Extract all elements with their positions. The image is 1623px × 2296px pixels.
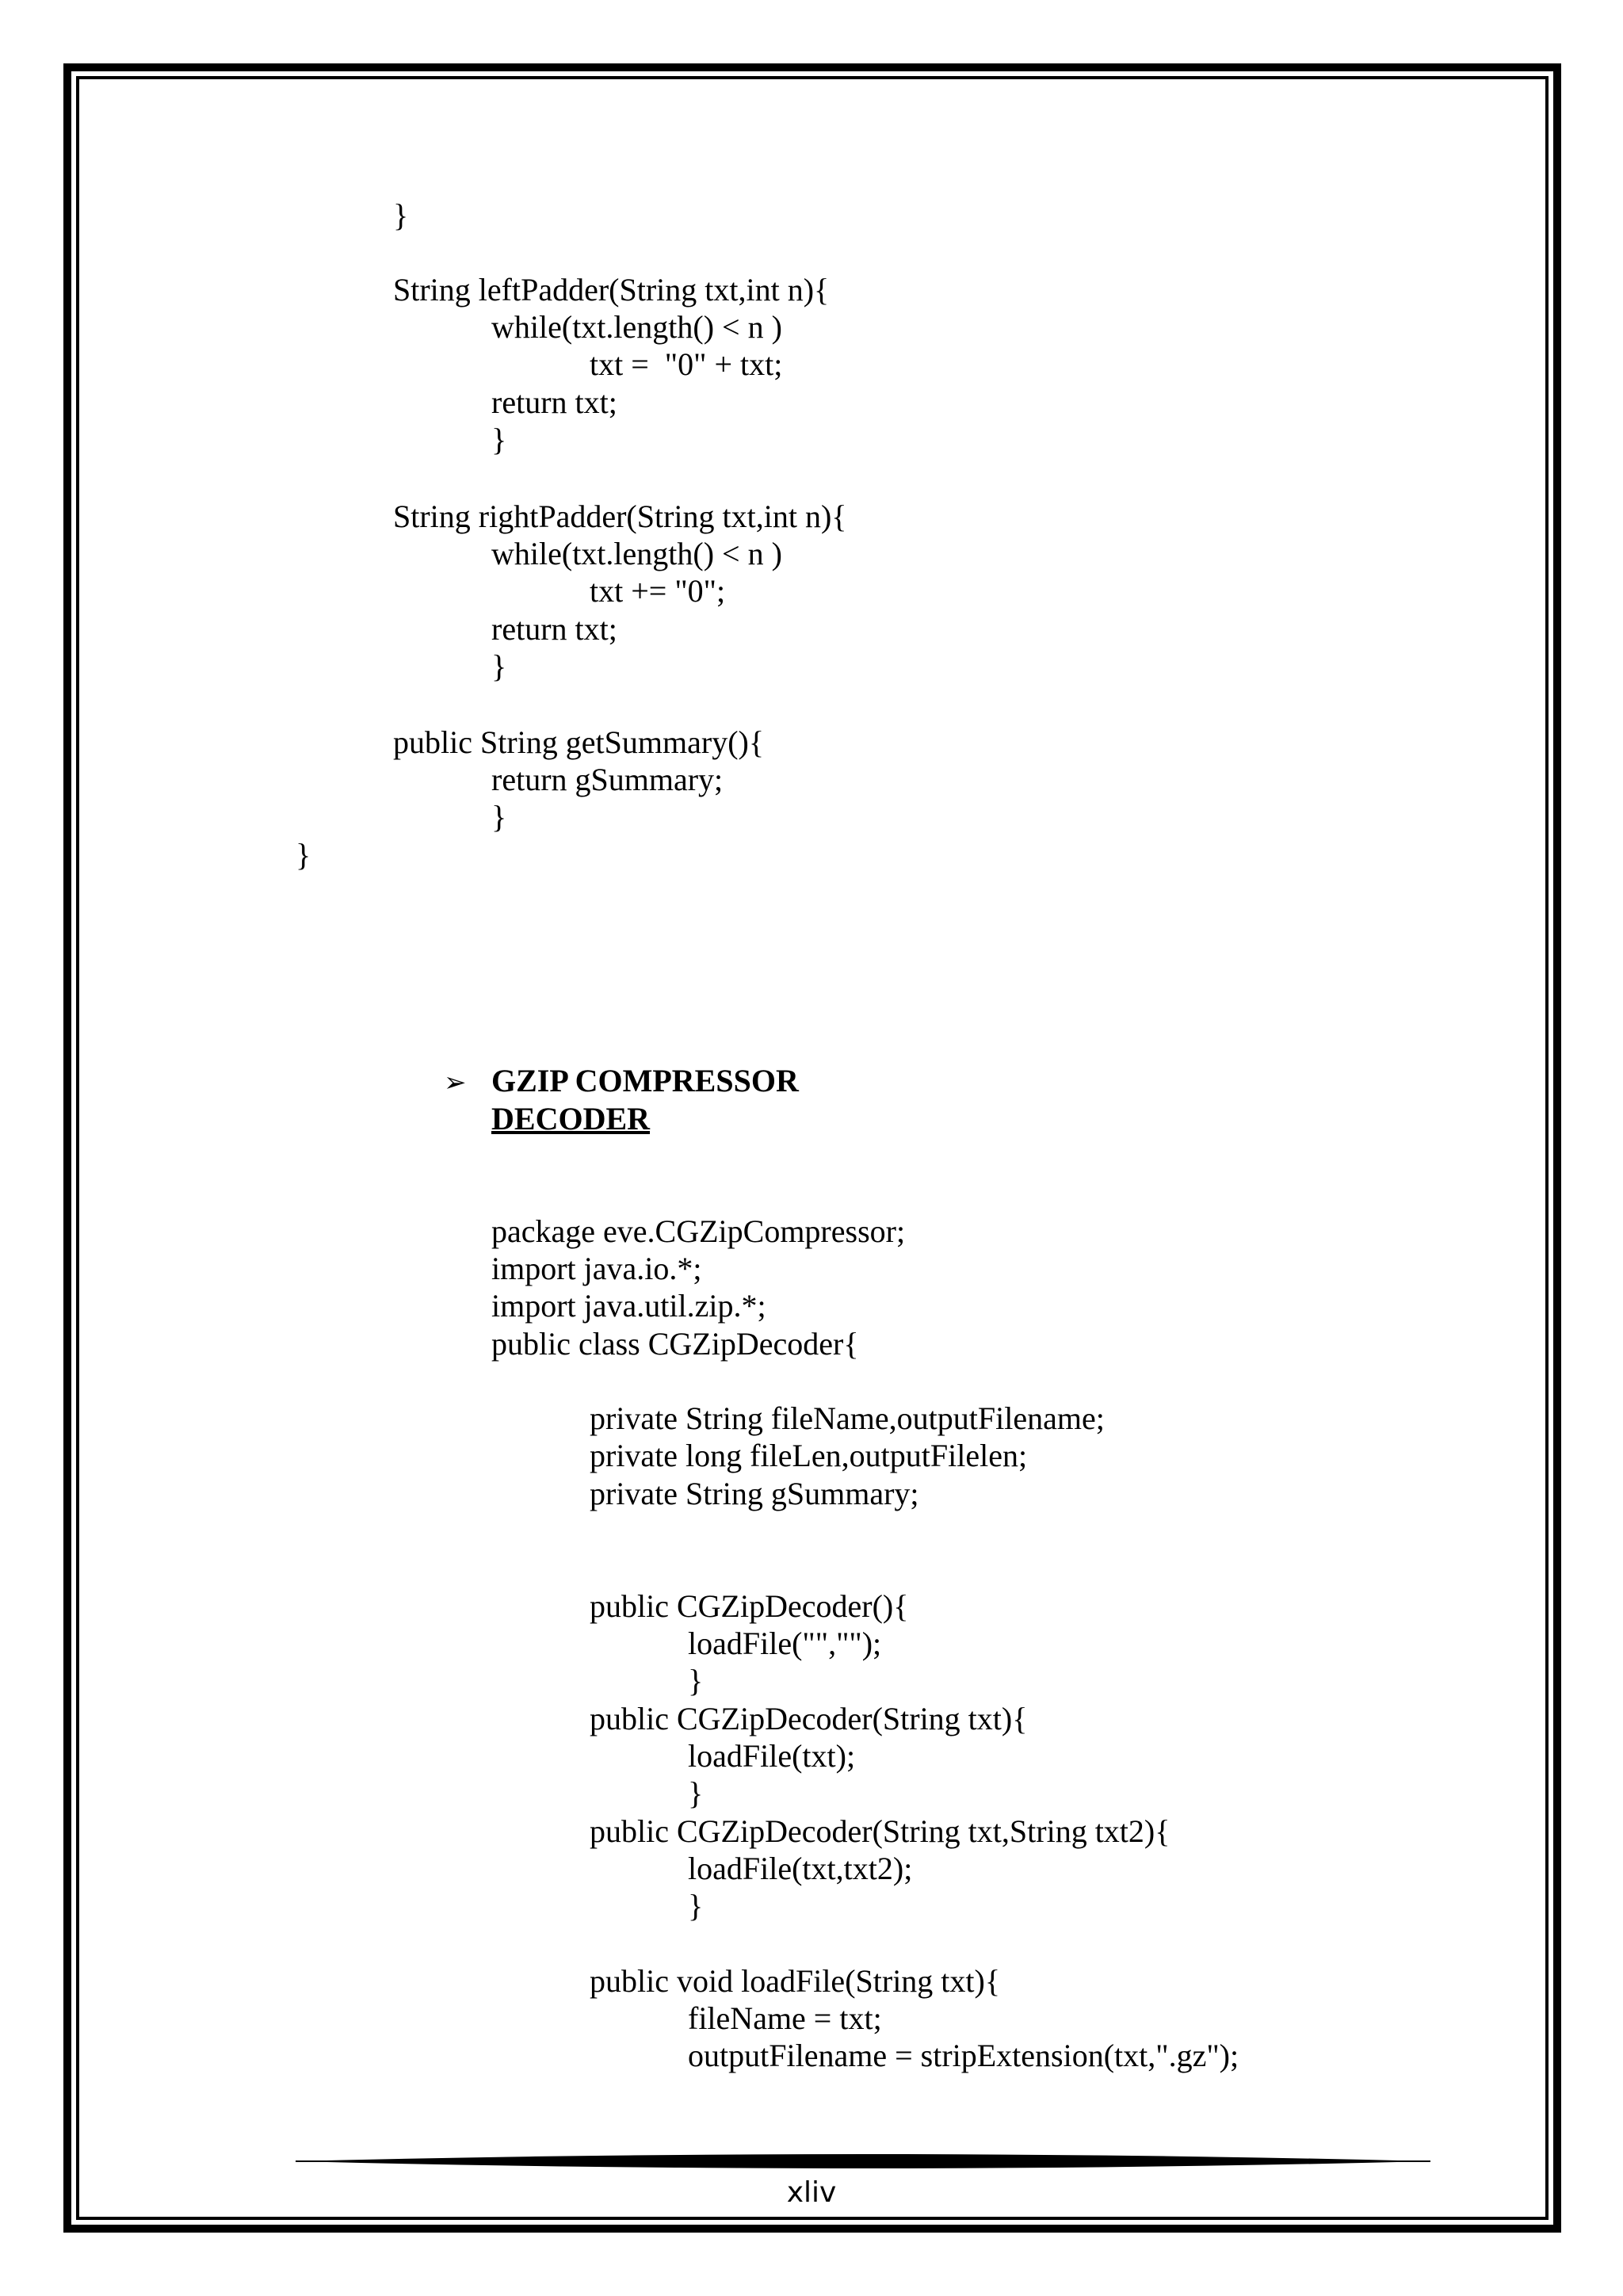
arrow-bullet-icon: ➢ [444,1067,467,1098]
code-line: txt = "0" + txt; [590,346,783,382]
section-title-line2: DECODER [491,1101,651,1137]
code-line: private String fileName,outputFilename; [590,1400,1105,1436]
page-border-inner [76,76,1549,2220]
code-line: txt += "0"; [590,573,726,609]
code-line: private long fileLen,outputFilelen; [590,1438,1028,1473]
code-line: } [491,799,507,835]
code-line: loadFile(txt); [688,1738,856,1774]
code-line: String leftPadder(String txt,int n){ [393,272,830,308]
code-line: } [688,1888,704,1924]
footer-divider [296,2152,1430,2171]
code-line: loadFile(txt,txt2); [688,1851,913,1886]
code-line: return txt; [491,611,617,647]
code-line: } [491,648,507,684]
code-line: private String gSummary; [590,1476,919,1511]
code-line: import java.util.zip.*; [491,1288,766,1324]
code-line: public CGZipDecoder(String txt){ [590,1701,1028,1736]
code-line: return txt; [491,384,617,420]
code-line: fileName = txt; [688,2000,882,2036]
code-line: public void loadFile(String txt){ [590,1963,1001,1999]
code-line: loadFile("",""); [688,1626,882,1661]
code-line: while(txt.length() < n ) [491,309,782,345]
code-line: } [688,1775,704,1811]
code-line: public String getSummary(){ [393,724,765,760]
section-title-line1: GZIP COMPRESSOR [491,1063,799,1098]
code-line: while(txt.length() < n ) [491,536,782,571]
code-line: } [296,837,311,873]
code-line: import java.io.*; [491,1251,702,1286]
page-number: xliv [786,2176,837,2209]
code-line: } [688,1663,704,1698]
code-line: } [491,422,507,457]
code-line: package eve.CGZipCompressor; [491,1213,906,1249]
code-line: public CGZipDecoder(String txt,String txt2){ [590,1813,1170,1849]
code-line: outputFilename = stripExtension(txt,".gz"); [688,2038,1239,2073]
code-line: public class CGZipDecoder{ [491,1326,859,1362]
code-line: String rightPadder(String txt,int n){ [393,499,847,534]
code-line: public CGZipDecoder(){ [590,1588,909,1624]
code-line: } [393,197,409,233]
code-line: return gSummary; [491,762,724,797]
